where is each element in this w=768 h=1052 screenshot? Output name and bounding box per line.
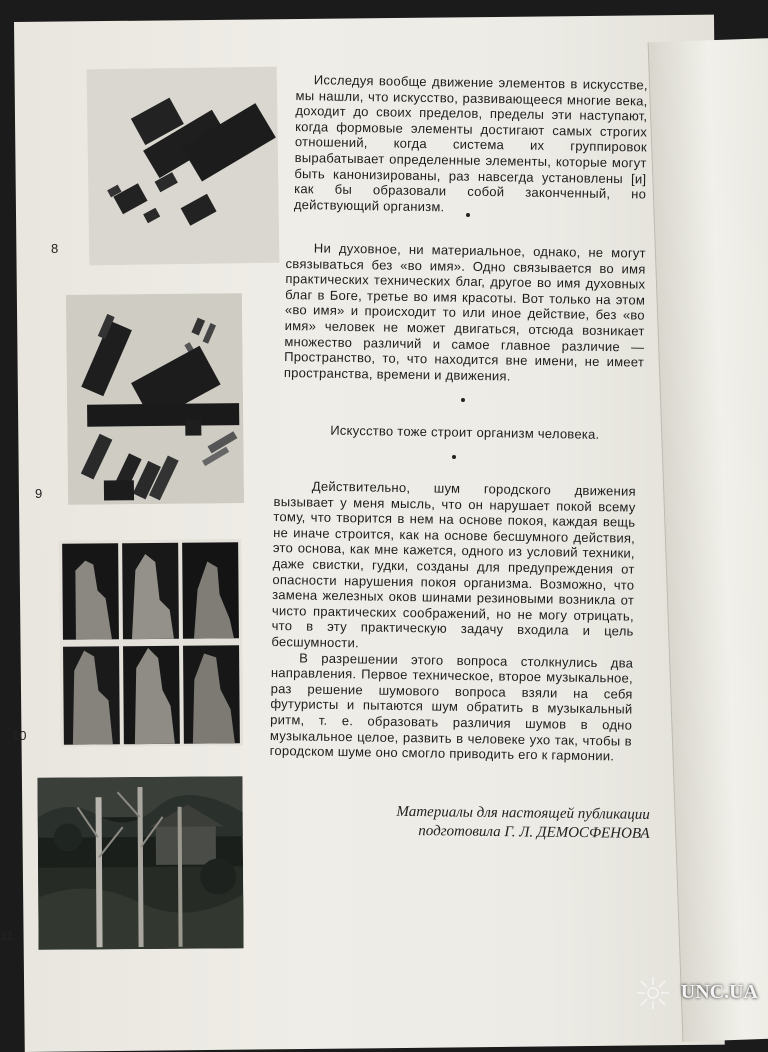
credit-line-1: Материалы для настоящей публикации <box>396 803 650 823</box>
publication-credit <box>330 802 650 844</box>
figure-10-image <box>59 539 243 747</box>
figure-10-number: 10 <box>12 728 27 743</box>
paragraph-1: Исследуя вообще движение элементов в искусстве, мы нашли, что искусство, развивающееся многие века, доходит до своих пределов, пределы эти наступают, когда формовые элементы достигают самых строгих отношений, когда система их группировок вырабатывает определенные элементы, которые могут быть канонизированы, раз навсегда установлены [и] как бы образовали собой законченный, но действующий организм. <box>293 72 648 215</box>
paragraph-4: Действительно, шум городского движения вызывает у меня мысль, что он нарушает покой всему тому, что творится в нем на основе покоя, каждая вещь не иначе строится, как на основе бесшумного действия, это основа, как мне кажется, одного из условий техники, даже свистки, гудки, созданы для предупреждения от опасности нарушения покоя организма. Возможно, что замена железных оков шинами резиновыми возникла от чисто практических соображений, но не могу отрицать, что в эту практическую задачу входила и цель бесшумности. <box>271 478 636 651</box>
separator-star <box>452 455 456 459</box>
separator-star <box>461 398 465 402</box>
figure-8-number: 8 <box>51 241 59 256</box>
figure-8-image <box>87 67 280 266</box>
text-block-1 <box>294 72 648 218</box>
figure-11-number: 11 <box>0 928 14 943</box>
watermark-burst-icon <box>636 976 670 1010</box>
credit-line-2: подготовила Г. Л. ДЕМОСФЕНОВА <box>418 823 650 842</box>
paragraph-2: Ни духовное, ни материальное, однако, не могут связываться без «во имя». Одно связывается во имя практических технических благ, другое во имя духовных благ в Боге, третье во имя красоты. Вот только на этом «во имя» и происходит то или иное действие, без «во имя» человек не может двигаться, отсюда возникает множество различий и самое главное различие — Пространство, то, что находится вне имени, не имеет пространства, времени и движения. <box>283 240 646 384</box>
separator-star <box>466 213 470 217</box>
paragraph-5: В разрешении этого вопроса столкнулись два направления. Первое техническое, второе музыкальное, раз решение шумового вопроса взяли на себя футуристы и пытаются шум обратить в музыкальный ритм, т. е. образовать различия шумов в одно музыкальное целое, развить в человеке ухо так, чтобы в городском шуме оно смогло приводить его к гармонии. <box>269 649 634 764</box>
text-block-4 <box>270 478 636 764</box>
paragraph-3: Искусство тоже строит организм человека. <box>330 422 600 442</box>
figure-9-number: 9 <box>35 486 43 501</box>
figure-11-image <box>37 776 243 949</box>
watermark-text: UNC.UA <box>680 981 758 1003</box>
figure-9-image <box>66 293 244 505</box>
text-block-2 <box>284 240 646 386</box>
